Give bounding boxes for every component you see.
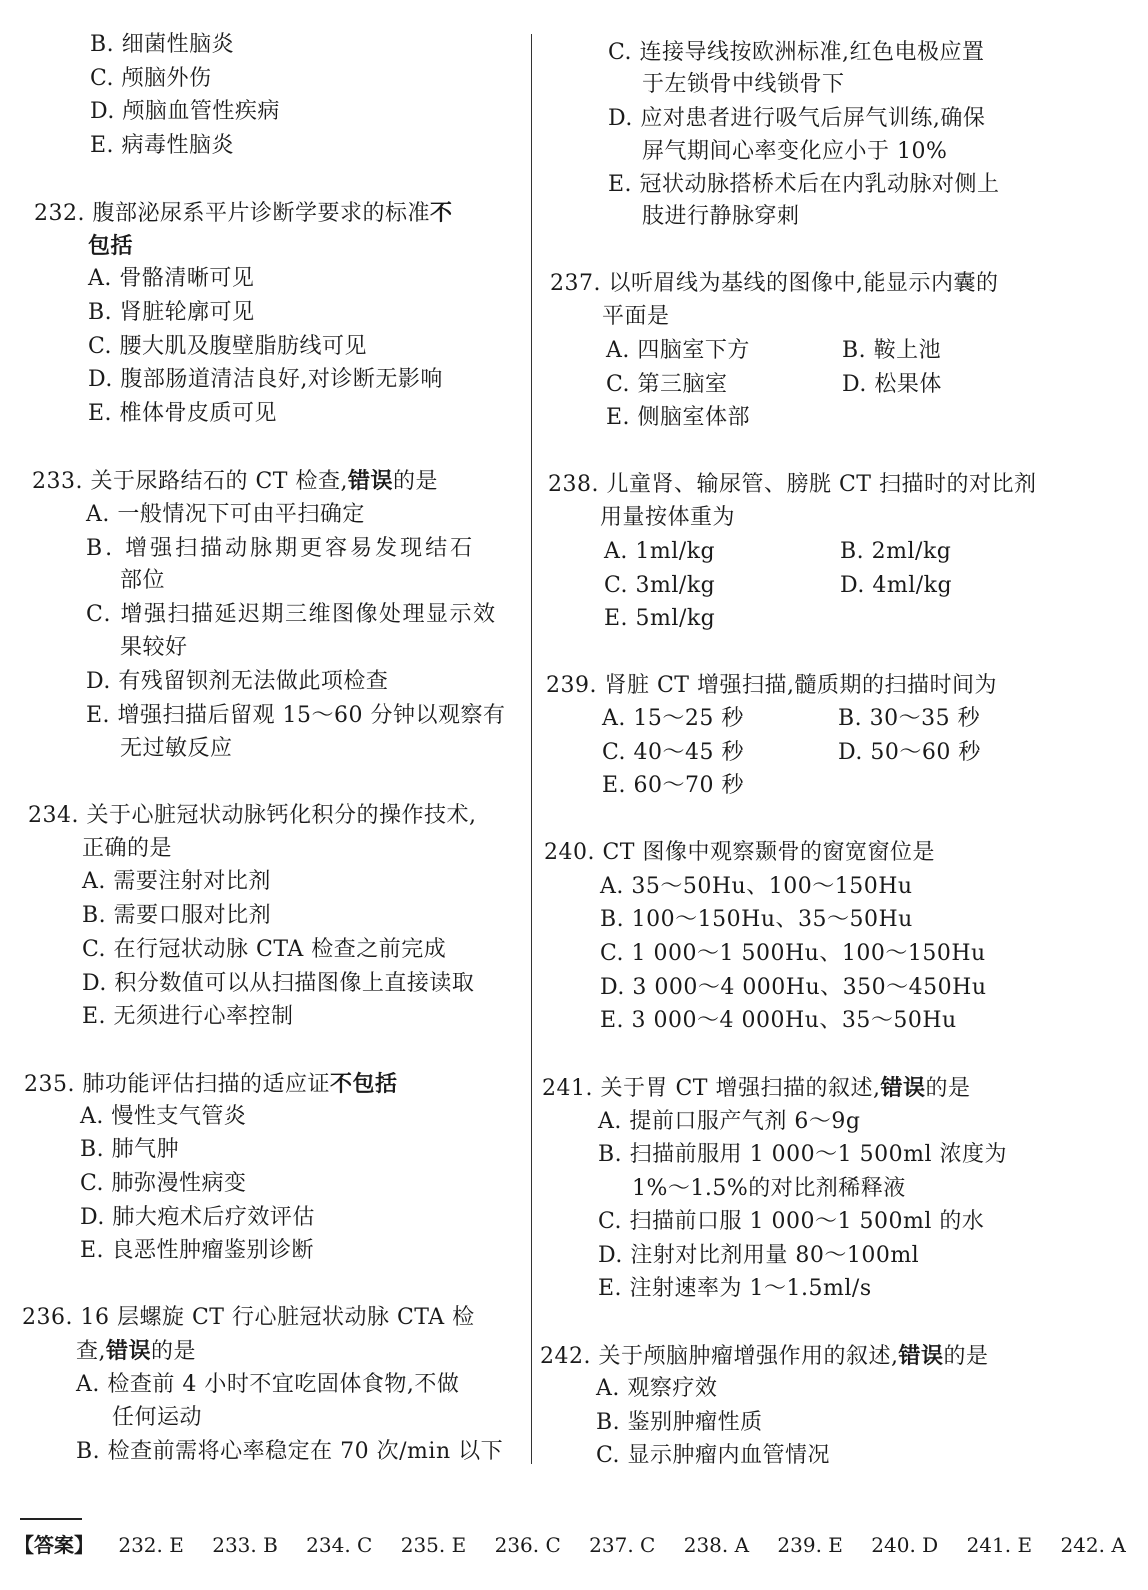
stem-emphasis: 错误 — [106, 1338, 152, 1364]
option-cont: 任何运动 — [112, 1405, 203, 1430]
column-divider — [531, 34, 532, 1464]
answer-bar — [14, 1525, 1126, 1565]
option: C. 1 000～1 500Hu、100～150Hu — [600, 941, 986, 966]
answer-item: 235. E — [400, 1533, 467, 1557]
option: D. 积分数值可以从扫描图像上直接读取 — [82, 971, 475, 996]
option: A. 一般情况下可由平扫确定 — [86, 502, 365, 527]
option: D. 应对患者进行吸气后屏气训练,确保 — [608, 106, 986, 131]
option: E. 冠状动脉搭桥术后在内乳动脉对侧上 — [608, 172, 1000, 197]
option: B. 鉴别肿瘤性质 — [596, 1410, 763, 1435]
question-235-stem — [24, 1069, 398, 1100]
stem-text: 235. 肺功能评估扫描的适应证 — [24, 1072, 330, 1097]
stem-text: 233. 关于尿路结石的 CT 检查, — [32, 469, 348, 494]
option: B. 细菌性脑炎 — [90, 32, 235, 57]
option: E. 增强扫描后留观 15～60 分钟以观察有 — [86, 703, 506, 728]
question-237-stem-cont: 平面是 — [602, 304, 670, 329]
question-236-stem: 236. 16 层螺旋 CT 行心脏冠状动脉 CTA 检 — [22, 1305, 475, 1330]
option: E. 病毒性脑炎 — [90, 133, 235, 158]
question-242-stem — [540, 1341, 989, 1372]
question-238-stem: 238. 儿童肾、输尿管、膀胱 CT 扫描时的对比剂 — [548, 472, 1037, 497]
option: C. 连接导线按欧洲标准,红色电极应置 — [608, 40, 985, 65]
answer-item: 238. A — [683, 1533, 750, 1557]
option: B. 肾脏轮廓可见 — [88, 300, 255, 325]
option: A. 检查前 4 小时不宜吃固体食物,不做 — [76, 1372, 460, 1397]
question-236-stem-cont — [76, 1336, 196, 1367]
option: C. 扫描前口服 1 000～1 500ml 的水 — [598, 1209, 985, 1234]
question-239-stem: 239. 肾脏 CT 增强扫描,髓质期的扫描时间为 — [546, 673, 997, 698]
option: E. 60～70 秒 — [602, 773, 745, 798]
option: D. 腹部肠道清洁良好,对诊断无影响 — [88, 367, 443, 392]
answer-item: 241. E — [966, 1533, 1033, 1557]
answer-label: 【答案】 — [14, 1533, 94, 1557]
stem-emphasis: 错误 — [347, 468, 393, 494]
option: A. 提前口服产气剂 6～9g — [598, 1109, 861, 1134]
option: D. 松果体 — [842, 372, 942, 397]
question-241-stem — [542, 1073, 971, 1104]
stem-text: 242. 关于颅脑肿瘤增强作用的叙述, — [540, 1344, 899, 1369]
option-cont: 无过敏反应 — [120, 736, 233, 761]
option: B. 100～150Hu、35～50Hu — [600, 907, 913, 932]
answer-item: 240. D — [871, 1533, 939, 1557]
question-232-stem-cont — [88, 231, 133, 262]
option: A. 骨骼清晰可见 — [88, 266, 255, 291]
option: E. 侧脑室体部 — [606, 405, 751, 430]
option: D. 肺大疱术后疗效评估 — [80, 1205, 315, 1230]
option: D. 3 000～4 000Hu、350～450Hu — [600, 975, 987, 1000]
question-233-stem — [32, 466, 438, 497]
answer-item: 236. C — [494, 1533, 561, 1557]
option: E. 良恶性肿瘤鉴别诊断 — [80, 1238, 315, 1263]
answer-item: 237. C — [589, 1533, 656, 1557]
answer-item: 233. B — [212, 1533, 278, 1557]
answer-rule — [20, 1518, 82, 1520]
question-237-stem: 237. 以听眉线为基线的图像中,能显示内囊的 — [550, 271, 999, 296]
answer-item: 239. E — [777, 1533, 843, 1557]
option: C. 3ml/kg — [604, 573, 716, 598]
option-cont: 部位 — [120, 568, 166, 593]
option: C. 显示肿瘤内血管情况 — [596, 1443, 831, 1468]
option-cont: 肢进行静脉穿刺 — [642, 204, 800, 229]
answer-item: 232. E — [118, 1533, 184, 1557]
option: C. 第三脑室 — [606, 372, 728, 397]
stem-text: 的是 — [925, 1076, 971, 1101]
question-234-stem-cont: 正确的是 — [82, 836, 173, 861]
stem-text: 查, — [76, 1339, 106, 1364]
stem-text: 232. 腹部泌尿系平片诊断学要求的标准 — [34, 201, 430, 226]
stem-emphasis: 错误 — [898, 1343, 944, 1369]
stem-emphasis: 不 — [429, 200, 453, 226]
option: D. 50～60 秒 — [838, 740, 981, 765]
stem-emphasis: 错误 — [880, 1075, 926, 1101]
option: A. 观察疗效 — [596, 1376, 718, 1401]
stem-text: 241. 关于胃 CT 增强扫描的叙述, — [542, 1076, 881, 1101]
option: E. 注射速率为 1～1.5ml/s — [598, 1276, 872, 1301]
option: B. 2ml/kg — [840, 539, 952, 564]
option: A. 慢性支气管炎 — [80, 1104, 247, 1129]
option: E. 3 000～4 000Hu、35～50Hu — [600, 1008, 957, 1033]
option: D. 颅脑血管性疾病 — [90, 99, 280, 124]
stem-text: 的是 — [943, 1344, 989, 1369]
option: A. 35～50Hu、100～150Hu — [600, 874, 913, 899]
option: B. 肺气肿 — [80, 1137, 180, 1162]
option: A. 需要注射对比剂 — [82, 869, 271, 894]
question-238-stem-cont: 用量按体重为 — [600, 505, 736, 530]
option: A. 1ml/kg — [604, 539, 716, 564]
question-232-stem — [34, 198, 453, 229]
option: D. 有残留钡剂无法做此项检查 — [86, 669, 389, 694]
stem-text: 的是 — [151, 1339, 197, 1364]
option: C. 颅脑外伤 — [90, 66, 212, 91]
option: C. 40～45 秒 — [602, 740, 745, 765]
option: B. 扫描前服用 1 000～1 500ml 浓度为 — [598, 1142, 1008, 1167]
option: B. 鞍上池 — [842, 338, 942, 363]
option: A. 四脑室下方 — [606, 338, 750, 363]
option: B. 检查前需将心率稳定在 70 次/min 以下 — [76, 1439, 504, 1464]
answer-item: 242. A — [1060, 1533, 1126, 1557]
option-cont: 果较好 — [120, 635, 188, 660]
stem-emphasis: 包括 — [88, 233, 134, 259]
option: A. 15～25 秒 — [602, 706, 744, 731]
stem-text: 的是 — [392, 469, 438, 494]
option-cont: 于左锁骨中线锁骨下 — [642, 72, 845, 97]
option: B. 需要口服对比剂 — [82, 903, 272, 928]
option: D. 注射对比剂用量 80～100ml — [598, 1243, 920, 1268]
option: E. 椎体骨皮质可见 — [88, 401, 278, 426]
option: B. 增强扫描动脉期更容易发现结石 — [86, 536, 476, 561]
option-cont: 1%～1.5%的对比剂稀释液 — [632, 1176, 906, 1201]
stem-emphasis: 不包括 — [329, 1071, 398, 1097]
option: C. 肺弥漫性病变 — [80, 1171, 247, 1196]
question-240-stem: 240. CT 图像中观察颞骨的窗宽窗位是 — [544, 840, 935, 865]
option: D. 4ml/kg — [840, 573, 953, 598]
option: E. 无须进行心率控制 — [82, 1004, 294, 1029]
option: C. 腰大肌及腹壁脂肪线可见 — [88, 334, 368, 359]
option: C. 在行冠状动脉 CTA 检查之前完成 — [82, 937, 447, 962]
option: B. 30～35 秒 — [838, 706, 981, 731]
question-234-stem: 234. 关于心脏冠状动脉钙化积分的操作技术, — [28, 803, 477, 828]
option-cont: 屏气期间心率变化应小于 10% — [642, 139, 948, 164]
answer-item: 234. C — [306, 1533, 373, 1557]
option: C. 增强扫描延迟期三维图像处理显示效 — [86, 602, 497, 627]
option: E. 5ml/kg — [604, 606, 716, 631]
